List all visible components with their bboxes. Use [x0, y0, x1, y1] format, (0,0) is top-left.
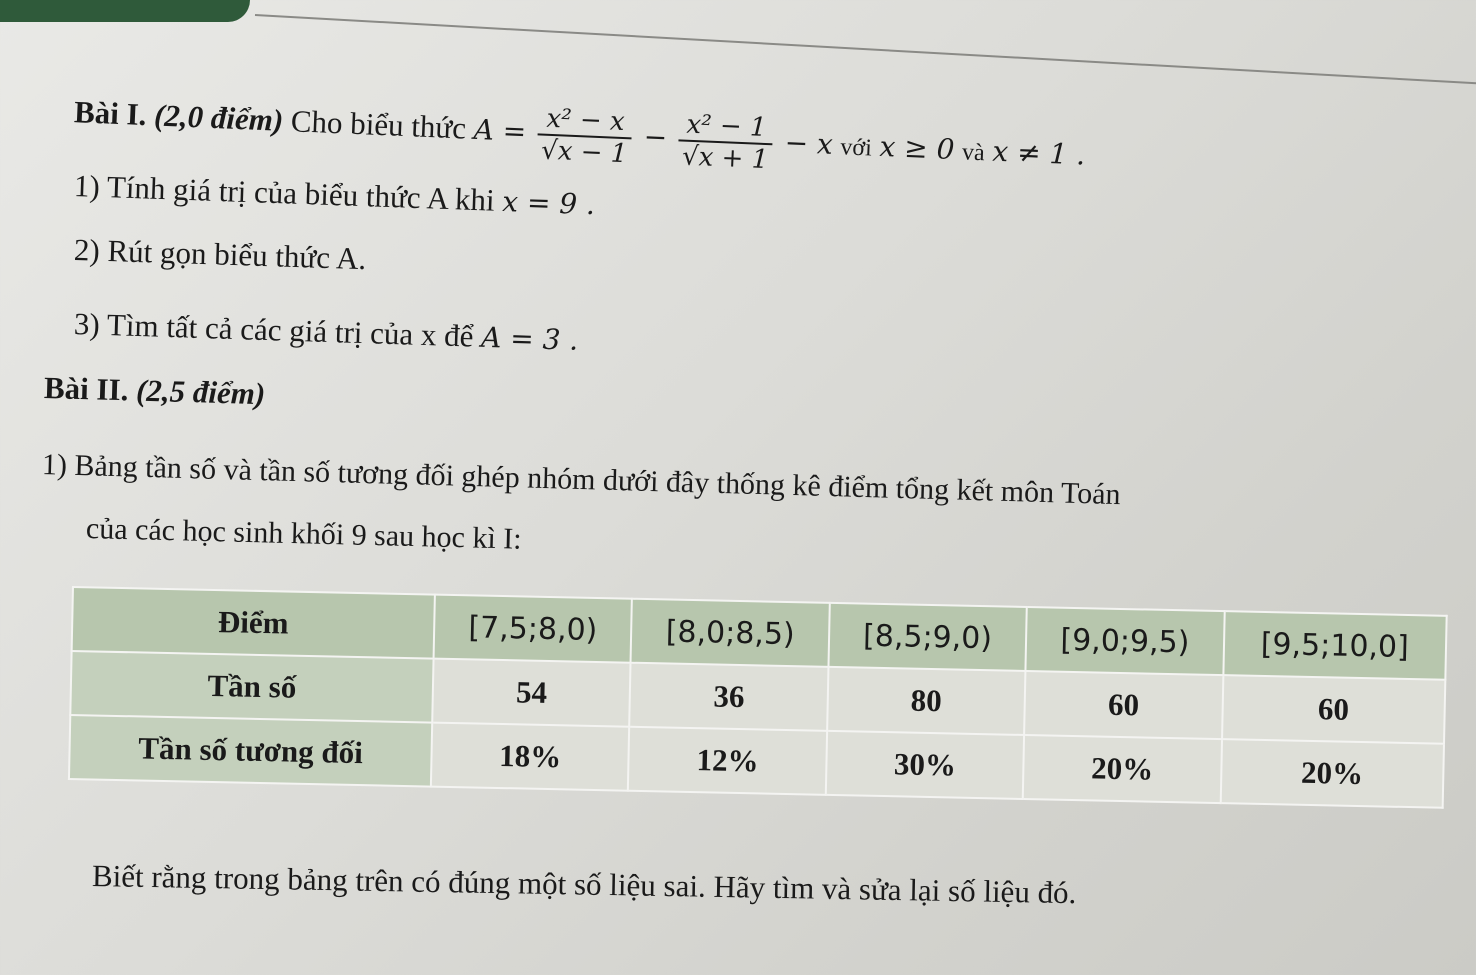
condition-word: với [839, 134, 873, 162]
part1-intro: Cho biểu thức [290, 103, 467, 146]
question-1-text: 1) Tính giá trị của biểu thức A khi [73, 168, 496, 218]
expr-lhs: A = [473, 112, 527, 149]
part1-question-3 [73, 306, 578, 358]
group-cell: [9,0;9,5) [1026, 607, 1225, 675]
group-cell: [8,0;8,5) [631, 599, 830, 667]
relative-frequency-cell: 12% [628, 727, 827, 795]
fraction-1-numerator: x² − x [538, 103, 633, 139]
frequency-cell: 60 [1024, 671, 1223, 739]
group-cell: [8,5;9,0) [828, 603, 1027, 671]
page-top-edge-line [255, 14, 1476, 85]
condition-1: x ≥ 0 [878, 129, 956, 166]
expr-tail: − x [784, 125, 834, 161]
row-header-relative-frequency: Tần số tương đối [69, 715, 432, 787]
expr-minus: − [643, 120, 668, 154]
part2-footer-note: Biết rằng trong bảng trên có đúng một số liệu sai. Hãy tìm và sửa lại số liệu đó. [91, 858, 1077, 911]
part1-heading: Bài I. [73, 94, 148, 133]
part2-question-1-line-2: của các học sinh khối 9 sau học kì I: [85, 512, 522, 556]
part1-points: (2,0 điểm) [153, 97, 284, 138]
part1-question-1 [73, 168, 595, 222]
group-cell: [7,5;8,0) [434, 595, 633, 663]
relative-frequency-cell: 30% [826, 731, 1025, 799]
page-corner-decoration [0, 0, 250, 22]
part2-question-1-line-1: 1) Bảng tần số và tần số tương đối ghép nhóm dưới đây thống kê điểm tổng kết môn Toán [41, 448, 1122, 512]
question-3-text: 3) Tìm tất cả các giá trị của x để [73, 306, 475, 354]
fraction-2 [678, 109, 775, 175]
condition-2: x ≠ 1 . [991, 134, 1086, 172]
part2-heading-line [43, 370, 265, 412]
question-3-math: A = 3 . [480, 320, 579, 357]
frequency-cell: 36 [630, 663, 829, 731]
relative-frequency-cell: 20% [1023, 735, 1222, 803]
relative-frequency-cell: 20% [1220, 739, 1444, 808]
group-cell: [9,5;10,0] [1223, 611, 1447, 680]
frequency-cell: 80 [827, 667, 1026, 735]
relative-frequency-cell: 18% [431, 723, 630, 791]
row-header-score: Điểm [72, 587, 435, 659]
fraction-2-numerator: x² − 1 [679, 109, 774, 145]
question-1-math: x = 9 . [501, 184, 596, 222]
frequency-cell: 60 [1222, 675, 1446, 744]
row-header-frequency: Tần số [70, 651, 433, 723]
part1-question-2: 2) Rút gọn biểu thức A. [73, 232, 367, 277]
and-word: và [961, 139, 986, 167]
part2-points: (2,5 điểm) [135, 372, 266, 412]
part2-heading: Bài II. [43, 370, 129, 408]
frequency-table [68, 586, 1448, 809]
frequency-cell: 54 [432, 659, 631, 727]
fraction-2-denominator: √x + 1 [681, 141, 769, 176]
fraction-1-denominator: √x − 1 [540, 135, 628, 170]
fraction-1 [537, 103, 634, 169]
